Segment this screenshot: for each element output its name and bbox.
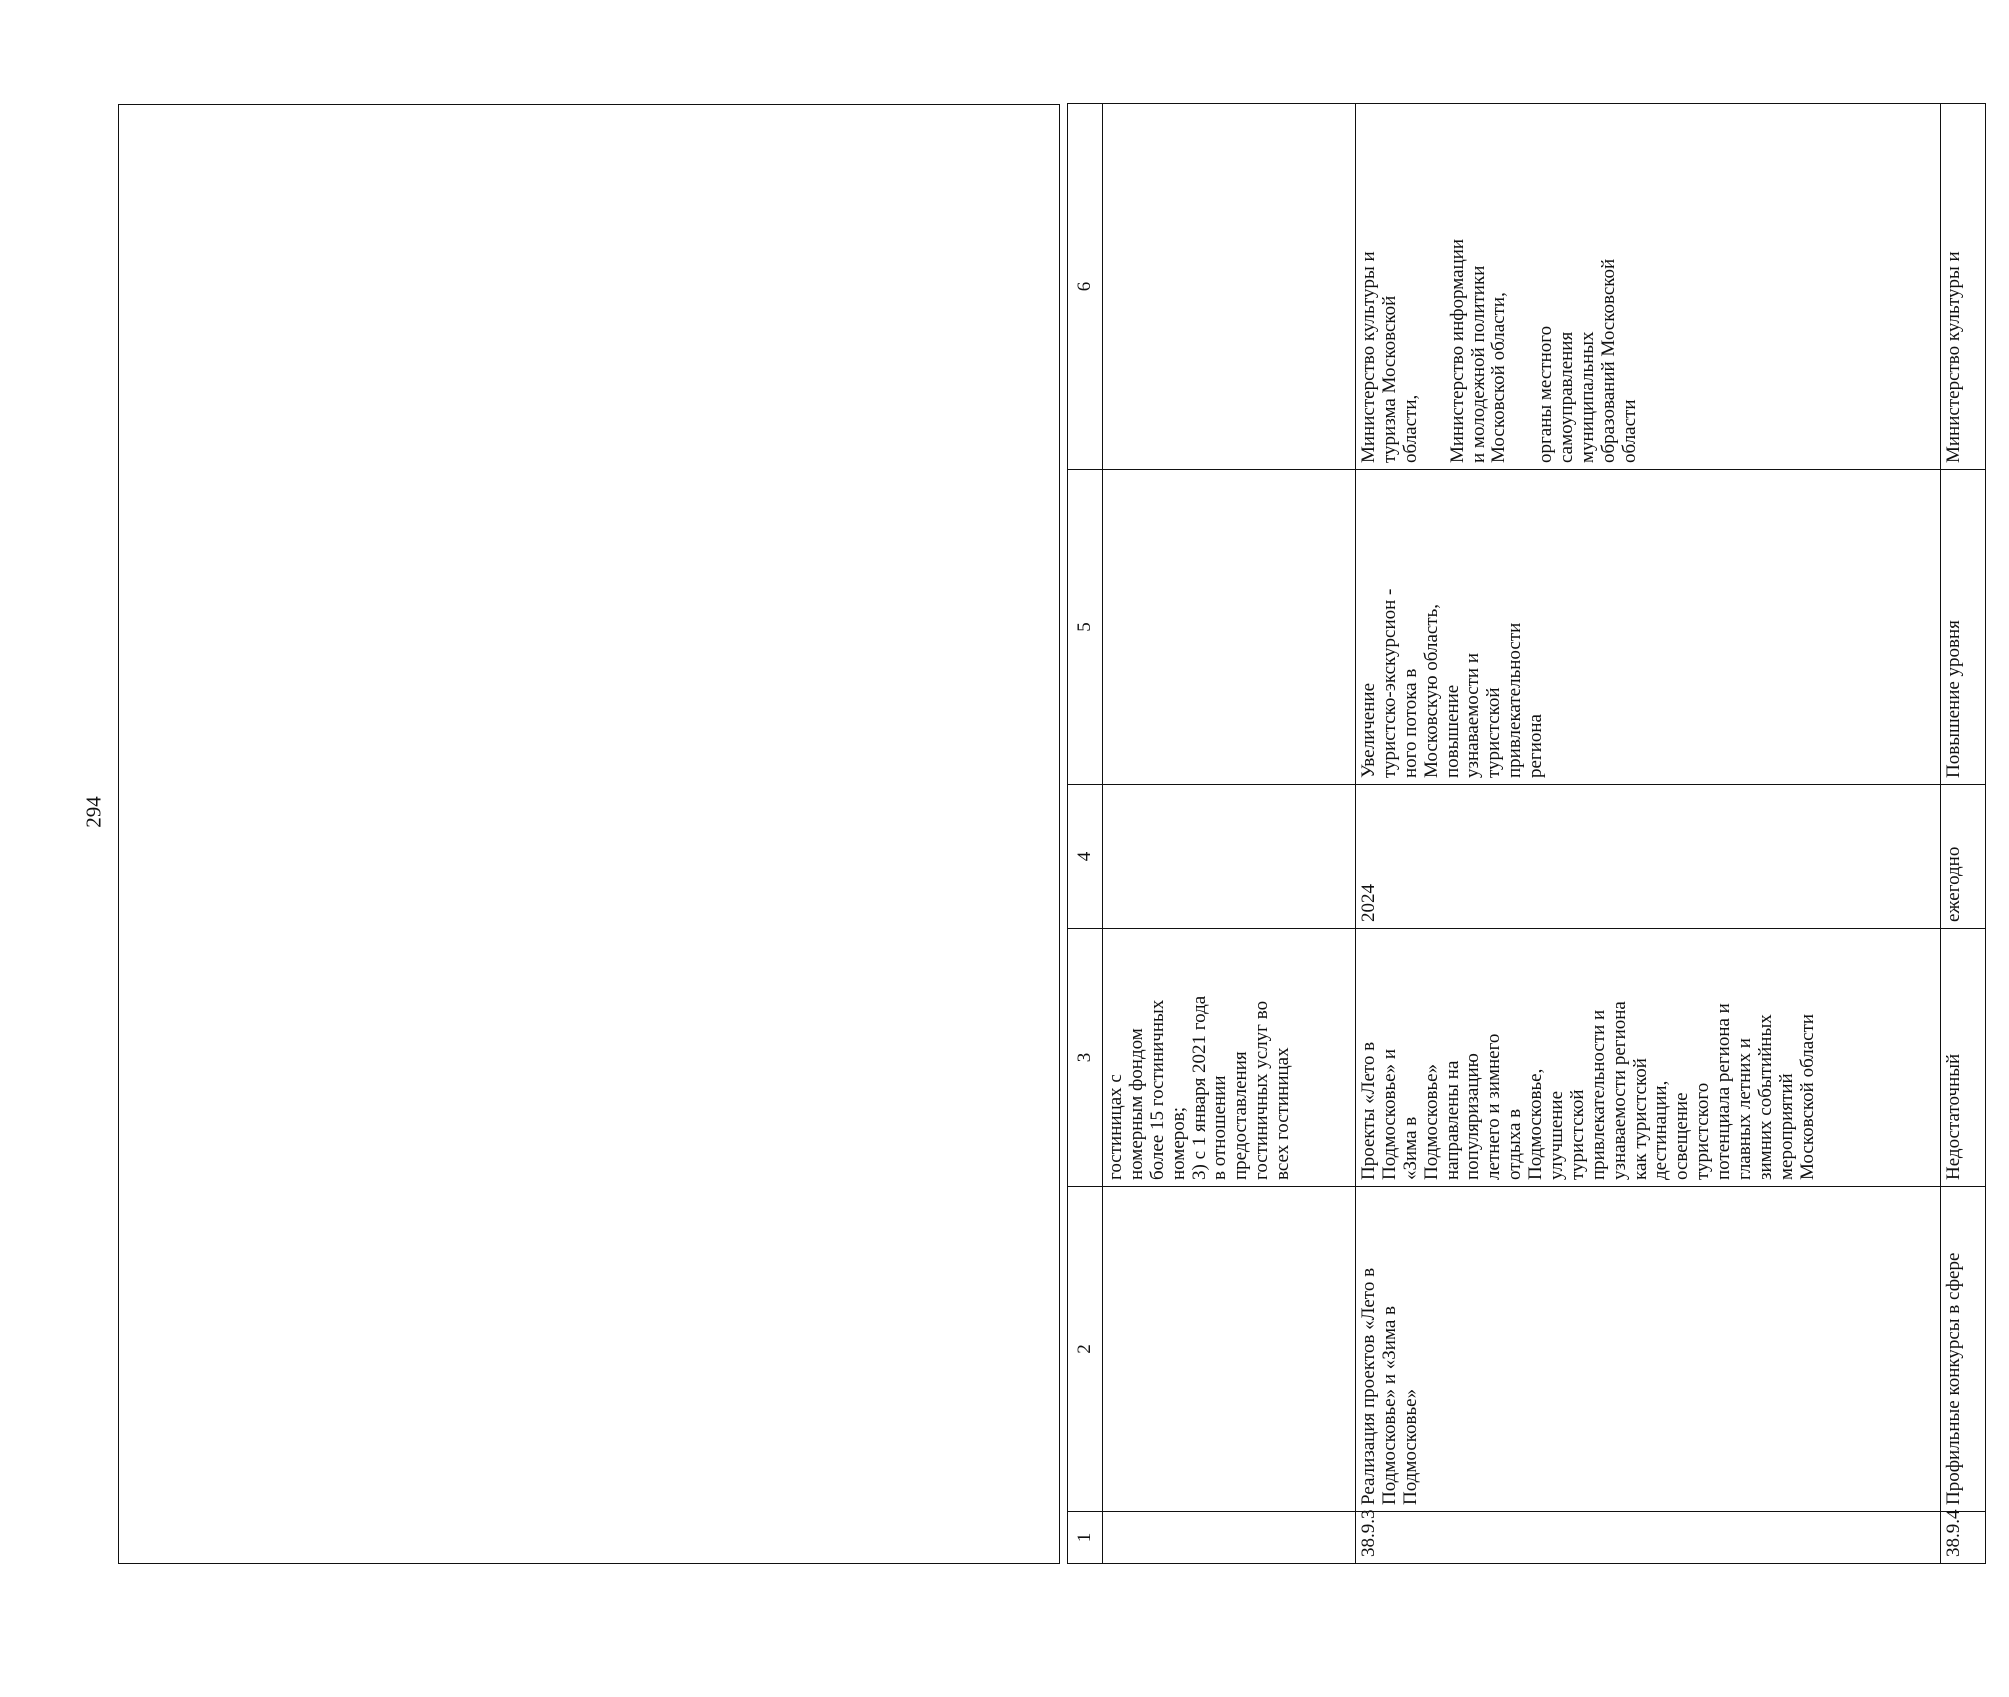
cell-text-line: как туристской — [1629, 1058, 1651, 1180]
table-row — [1356, 104, 1941, 1564]
cell-text-line: привлекательности и — [1587, 1009, 1609, 1180]
cell-text-line: более 15 гостиничных — [1146, 999, 1168, 1180]
page-number: 294 — [81, 796, 106, 828]
cell-text-line: Проекты «Лето в — [1358, 1041, 1379, 1180]
cell-text-line: Министерство культуры и — [1943, 251, 1964, 463]
cell-text-line: зимних событийных — [1754, 1014, 1776, 1180]
cell-text-line — [1510, 110, 1536, 463]
cell-name — [1103, 1187, 1356, 1512]
cell-text-line: туристской — [1483, 687, 1505, 778]
rotated-table-container — [1067, 104, 2009, 1564]
cell-text-line: дестинации, — [1650, 1080, 1672, 1180]
header-row — [1068, 104, 1103, 1564]
cell-result — [1941, 470, 1986, 785]
cell-text-line: Реализация проектов «Лето в — [1358, 1267, 1379, 1505]
cell-text-line: самоуправления — [1556, 331, 1578, 463]
cell-problem — [1356, 929, 1941, 1187]
cell-text-line: гостиницах с — [1105, 1074, 1126, 1180]
header-cell: 5 — [1068, 470, 1103, 785]
cell-text-line: туризма Московской — [1378, 295, 1400, 463]
cell-problem — [1941, 929, 1986, 1187]
cell-text-line: узнаваемости региона — [1608, 1001, 1630, 1180]
cell-text-line: ного потока в — [1399, 668, 1421, 778]
header-cell: 1 — [1068, 1512, 1103, 1564]
cell-text-line: отдыха в — [1504, 1108, 1526, 1180]
cell-text-line: привлекательности — [1504, 622, 1526, 778]
table-outer-frame — [118, 104, 1060, 1564]
table-row — [1103, 104, 1356, 1564]
cell-text-line: всех гостиницах — [1272, 1047, 1294, 1180]
cell-text-line: Министерство информации — [1446, 238, 1468, 463]
cell-text-line: туристской — [1566, 1089, 1588, 1180]
cell-name — [1941, 1187, 1986, 1512]
cell-text-line: Московскую область, — [1420, 603, 1442, 778]
cell-text-line: предоставления — [1230, 1051, 1252, 1180]
cell-text-line: улучшение — [1546, 1090, 1568, 1180]
cell-text-line: «Зима в — [1399, 1116, 1421, 1180]
cell-text-line: Подмосковье» — [1399, 1388, 1421, 1505]
cell-text-line: туристско-экскурсион - — [1378, 588, 1400, 778]
cell-term: ежегодно — [1941, 785, 1986, 929]
cell-text-line: Подмосковье» и — [1378, 1048, 1400, 1180]
cell-text-line: узнаваемости и — [1462, 652, 1484, 778]
cell-text-line — [1422, 110, 1448, 463]
cell-text-line: области — [1618, 399, 1640, 463]
cell-name — [1356, 1187, 1941, 1512]
cell-text-line: мероприятий — [1775, 1073, 1797, 1180]
cell-text-line: муниципальных — [1577, 331, 1599, 463]
cell-text-line: области, — [1399, 394, 1421, 463]
cell-text-line: органы местного — [1535, 325, 1557, 463]
header-cell: 3 — [1068, 929, 1103, 1187]
cell-text-line: гостиничных услуг во — [1251, 1000, 1273, 1180]
cell-text-line: номеров; — [1167, 1106, 1189, 1180]
cell-text-line: Увеличение — [1358, 682, 1379, 778]
cell-term: 2024 — [1356, 785, 1941, 929]
cell-text-line: Подмосковье» — [1420, 1063, 1442, 1180]
cell-num: 38.9.3 — [1356, 1512, 1941, 1564]
cell-text-line: Московской области, — [1488, 292, 1510, 463]
cell-num — [1103, 1512, 1356, 1564]
cell-responsible — [1356, 104, 1941, 470]
cell-text-line: Московской области — [1796, 1013, 1818, 1180]
cell-result — [1103, 470, 1356, 785]
cell-text-line: в отношении — [1209, 1075, 1231, 1180]
header-cell: 4 — [1068, 785, 1103, 929]
cell-text-line: потенциала региона и — [1713, 1003, 1735, 1180]
table-row — [1941, 104, 1986, 1564]
cell-text-line: направлены на — [1441, 1060, 1463, 1180]
cell-text-line: номерным фондом — [1125, 1028, 1147, 1180]
cell-text-line: повышение — [1441, 684, 1463, 778]
cell-text-line: Недостаточный — [1943, 1053, 1964, 1180]
cell-text-line: Подмосковье, — [1525, 1068, 1547, 1180]
cell-text-line: образований Московской — [1598, 258, 1620, 463]
cell-text-line: Министерство культуры и — [1358, 251, 1379, 463]
cell-text-line: региона — [1525, 714, 1547, 778]
header-cell: 2 — [1068, 1187, 1103, 1512]
cell-term — [1103, 785, 1356, 929]
cell-text-line: главных летних и — [1734, 1038, 1756, 1180]
cell-num: 38.9.4 — [1941, 1512, 1986, 1564]
cell-text-line: туристского — [1692, 1082, 1714, 1180]
cell-text-line: освещение — [1671, 1092, 1693, 1180]
cell-problem — [1103, 929, 1356, 1187]
cell-text-line: Подмосковье» и «Зима в — [1378, 1305, 1400, 1505]
cell-text-line: 3) с 1 января 2021 года — [1188, 995, 1210, 1180]
cell-responsible — [1941, 104, 1986, 470]
cell-result — [1356, 470, 1941, 785]
cell-text-line: Профильные конкурсы в сфере — [1943, 1252, 1964, 1505]
cell-responsible — [1103, 104, 1356, 470]
measures-table — [1067, 103, 1986, 1564]
cell-text-line: летнего и зимнего — [1483, 1033, 1505, 1180]
header-cell: 6 — [1068, 104, 1103, 470]
cell-text-line: популяризацию — [1462, 1053, 1484, 1180]
cell-text-line: и молодежной политики — [1467, 265, 1489, 463]
cell-text-line: Повышение уровня — [1943, 620, 1964, 778]
